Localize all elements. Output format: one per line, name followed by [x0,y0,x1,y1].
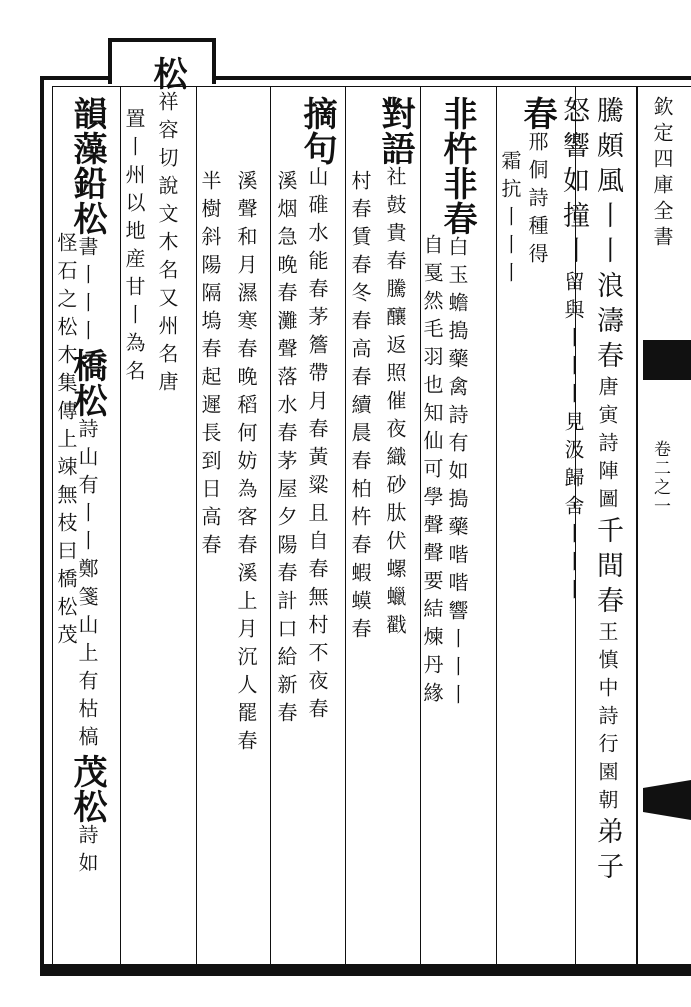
text-column-6 [422,234,442,710]
text-column-8 [350,170,370,646]
column-text-segment: 起遲長到日高春 [198,366,222,562]
column-rule [270,86,271,964]
column-text-segment: 邢侗詩種得 [525,131,549,271]
column-text-segment: 黃粱且自春 [305,446,329,586]
column-text-segment: 置丨州以地産甘丨為名 [122,108,146,388]
text-column-14 [124,108,144,388]
column-text-segment: 蝦蟆春 [348,562,372,646]
text-column-4 [500,150,520,290]
column-text-segment: 柏杵春 [348,478,372,562]
column-text-segment: 茅屋夕陽春 [274,450,298,590]
column-text-segment: 晚稻何妨為客春 [234,366,258,562]
column-text-segment: 催夜織 [383,390,407,474]
column-text-segment: 松茂 [54,596,78,652]
column-text-segment: 橋松 [67,348,107,418]
column-text-segment: 茅簷帶月春 [305,306,329,446]
frame-bottom-line [40,964,691,976]
column-text-segment: 冬春 [348,282,372,338]
column-text-segment: 怪石 [54,232,78,288]
column-text-segment: 之松木集傳上竦無枝曰橋 [54,288,78,596]
column-text-segment: 村春 [348,170,372,226]
column-rule [196,86,197,964]
column-text-segment: 摘句 [297,96,337,166]
column-text-segment: 非杵非春 [437,96,477,236]
column-text-segment: 韻藻鉛松 [67,96,107,236]
text-column-1 [594,96,621,887]
column-rule [345,86,346,964]
text-column-10 [276,170,296,730]
column-text-segment: 賃春 [348,226,372,282]
column-text-segment: 續晨春 [348,394,372,478]
column-text-segment: 千間春 [592,516,623,621]
column-text-segment: 松 [147,56,187,91]
frame-left-inner-line [52,86,53,966]
margin-title-strip [636,86,691,356]
text-column-11 [236,170,256,758]
column-text-segment: 唐寅詩陣圖 [595,376,619,516]
column-text-segment: 騰頗風丨丨 [592,96,623,271]
column-text-segment: 社鼓 [383,166,407,222]
text-column-7 [375,96,415,642]
frame-left-line [40,76,44,976]
text-column-16 [56,232,76,652]
column-text-segment: 砂肽伏 [383,474,407,558]
margin-book-title: 欽定四庫全書 [650,96,674,252]
column-text-segment: 螺蠟戳 [383,558,407,642]
column-text-segment: 浪濤春 [592,271,623,376]
column-text-segment: 計口給新春 [274,590,298,730]
column-text-segment: 灘聲落水春 [274,310,298,450]
column-text-segment: 溪上月沉人罷春 [234,562,258,758]
text-column-13 [147,56,187,399]
fishtail-mark-upper [643,340,691,380]
column-text-segment: 王慎中詩行園朝 [595,621,619,817]
column-rule [496,86,497,964]
column-text-segment: 霜抗丨丨丨 [498,150,522,290]
column-text-segment: 白玉蟾搗藥禽詩有如搗藥喈喈響丨丨丨 [445,236,469,712]
column-text-segment: 無村不夜春 [305,586,329,726]
column-text-segment: 對語 [375,96,415,166]
column-text-segment: 半樹斜陽隔塢春 [198,170,222,366]
column-text-segment: 詩如 [75,824,99,880]
margin-juan-label: 卷二之一 [650,440,670,516]
column-text-segment: 溪烟急晚春 [274,170,298,310]
fishtail-mark-lower [643,780,691,820]
column-text-segment: 自戛然毛羽也知仙可學聲聲要結煉丹緣 [420,234,444,710]
column-text-segment: 溪聲和月濕寒春 [234,170,258,366]
column-text-segment: 詩山有丨丨鄭箋山上有枯槁 [75,418,99,754]
column-text-segment: 祥容切說文木名又州名唐 [155,91,179,399]
text-column-9 [297,96,337,726]
column-text-segment: 貴春 [383,222,407,278]
column-text-segment: 見汲歸舍丨丨丨 [561,411,585,607]
column-text-segment: 怒響如撞丨 [558,96,589,271]
column-text-segment: 春 [517,96,557,131]
column-text-segment: 高春 [348,338,372,394]
text-column-12 [200,170,220,562]
column-text-segment: 茂松 [67,754,107,824]
column-text-segment: 山碓水能春 [305,166,329,306]
text-column-3 [517,96,557,271]
column-text-segment: 書丨丨丨 [75,236,99,348]
column-text-segment: 弟子 [592,817,623,887]
column-text-segment: 留與丨丨丨 [561,271,585,411]
column-text-segment: 返照 [383,334,407,390]
column-rule [120,86,121,964]
text-column-5 [437,96,477,712]
text-column-2 [560,96,587,607]
column-text-segment: 騰釀 [383,278,407,334]
